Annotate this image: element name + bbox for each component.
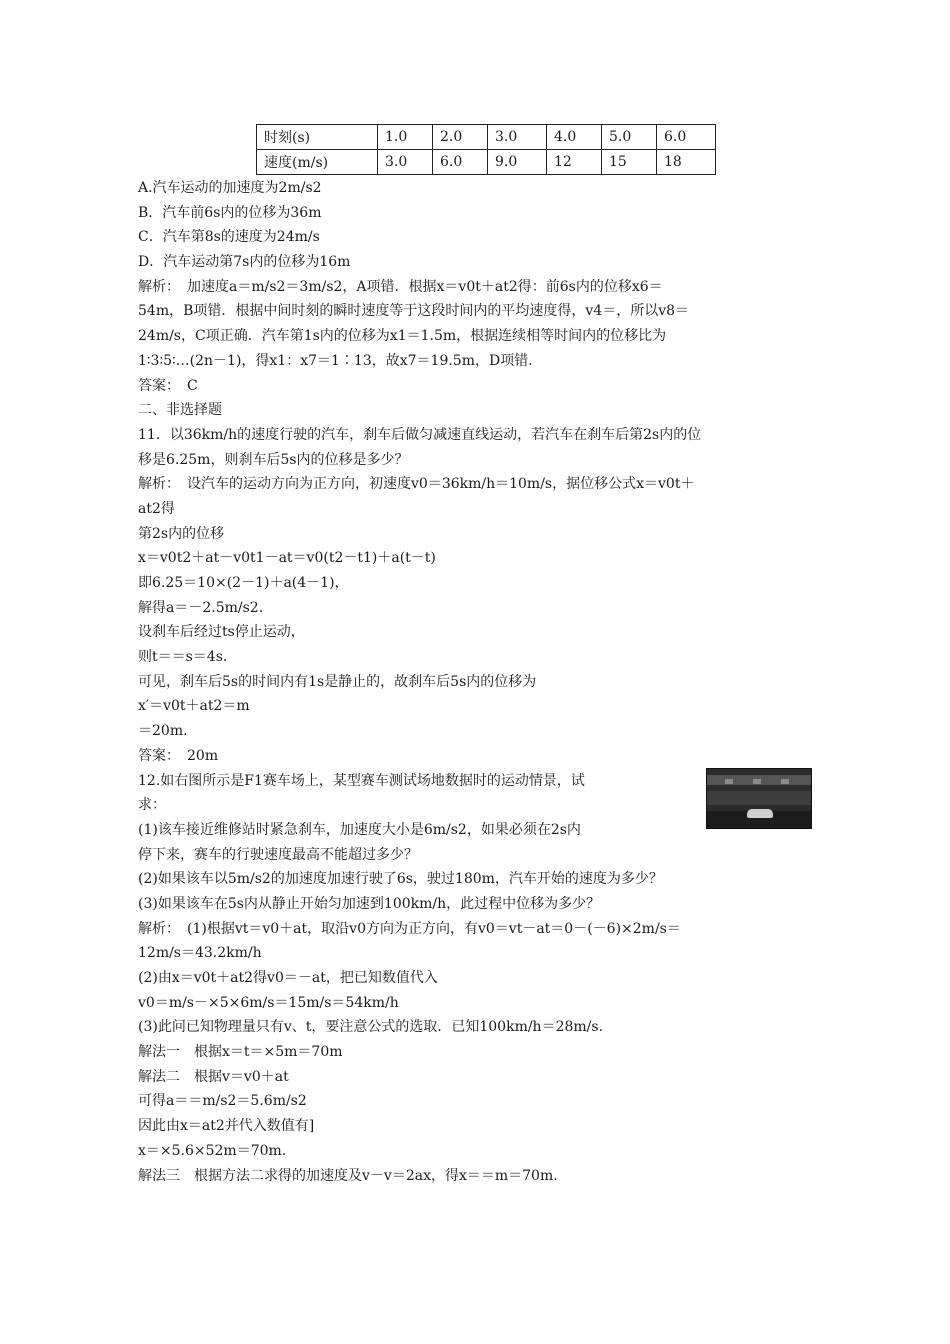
text-line: v0＝m/s－×5×6m/s＝15m/s＝54km/h — [138, 994, 399, 1011]
table-cell: 3.0 — [488, 125, 547, 150]
photo-wall — [707, 791, 811, 805]
f1-race-car-photo — [706, 768, 812, 829]
race-car-icon — [747, 809, 773, 818]
text-line: (2)由x＝v0t＋at2得v0＝－at，把已知数值代入 — [138, 970, 438, 986]
text-line: 可见，刹车后5s的时间内有1s是静止的，故刹车后5s内的位移为 — [138, 673, 537, 690]
option-c: C．汽车第8s的速度为24m/s — [138, 229, 320, 246]
table-cell: 速度(m/s) — [257, 150, 378, 175]
text-line: 停下来，赛车的行驶速度最高不能超过多少？ — [138, 846, 418, 863]
table-cell: 3.0 — [378, 150, 433, 175]
text-line: 设刹车后经过ts停止运动， — [138, 624, 305, 641]
text-line: x＝v0t2＋at－v0t1－at＝v0(t2－t1)＋a(t－t) — [138, 550, 436, 567]
table-cell: 12 — [547, 150, 602, 175]
question-12: 12.如右图所示是F1赛车场上，某型赛车测试场地数据时的运动情景，试 — [138, 772, 585, 789]
text-line: 12m/s＝43.2km/h — [138, 945, 262, 962]
text-line: (1)该车接近维修站时紧急刹车，加速度大小是6m/s2，如果必须在2s内 — [138, 821, 581, 838]
text-line: 解析： 加速度a＝m/s2＝3m/s2，A项错．根据x＝v0t＋at2得：前6s内的位移x6＝ — [138, 278, 663, 295]
photo-detail — [753, 779, 761, 784]
table-row — [257, 125, 716, 150]
table-cell: 6.0 — [657, 125, 716, 150]
text-line: 解法一 根据x＝t＝×5m＝70m — [138, 1044, 343, 1061]
text-line: ＝20m. — [138, 723, 188, 740]
table-cell: 1.0 — [378, 125, 433, 150]
table-cell: 5.0 — [602, 125, 657, 150]
table-cell: 2.0 — [433, 125, 488, 150]
text-line: 解析： (1)根据vt＝v0＋at，取沿v0方向为正方向，有v0＝vt－at＝0－(－6)×2m/s＝ — [138, 920, 681, 937]
option-a: A.汽车运动的加速度为2m/s2 — [138, 180, 322, 196]
answer-line: 答案： 20m — [138, 747, 219, 764]
table-cell: 6.0 — [433, 150, 488, 175]
text-line: 解法三 根据方法二求得的加速度及v－v＝2ax，得x＝＝m＝70m. — [138, 1167, 558, 1184]
text-line: 则t＝＝s＝4s. — [138, 649, 228, 666]
text-line: (3)如果该车在5s内从静止开始匀加速到100km/h，此过程中位移为多少？ — [138, 895, 601, 912]
table-cell: 18 — [657, 150, 716, 175]
text-line: 可得a＝＝m/s2＝5.6m/s2 — [138, 1093, 307, 1110]
text-line: 即6.25＝10×(2－1)＋a(4－1)， — [138, 575, 349, 591]
text-line: 解析： 设汽车的运动方向为正方向，初速度v0＝36km/h＝10m/s，据位移公式x＝v0t＋ — [138, 476, 695, 493]
text-line: 第2s内的位移 — [138, 525, 225, 542]
text-line: at2得 — [138, 500, 175, 517]
document-body — [138, 176, 818, 1188]
text-line: 1∶3∶5∶…(2n－1)，得x1：x7＝1∶13，故x7＝19.5m，D项错． — [138, 352, 543, 369]
text-line: x′＝v0t＋at2＝m — [138, 698, 250, 715]
text-line: (2)如果该车以5m/s2的加速度加速行驶了6s，驶过180m，汽车开始的速度为多少？ — [138, 871, 663, 888]
text-line: 因此由x＝at2并代入数值有] — [138, 1118, 315, 1135]
answer-line: 答案： C — [138, 377, 198, 394]
table-cell: 9.0 — [488, 150, 547, 175]
text-line: 24m/s，C项正确．汽车第1s内的位移为x1＝1.5m，根据连续相等时间内的位移比为 — [138, 328, 667, 345]
question-11: 11．以36km/h的速度行驶的汽车，刹车后做匀减速直线运动，若汽车在刹车后第2s内的位 — [138, 426, 702, 443]
text-line: x＝×5.6×52m＝70m. — [138, 1142, 287, 1159]
table-cell: 时刻(s) — [257, 125, 378, 150]
table-cell: 15 — [602, 150, 657, 175]
option-d: D．汽车运动第7s内的位移为16m — [138, 254, 351, 271]
time-velocity-table — [256, 124, 716, 175]
photo-detail — [781, 779, 789, 784]
option-b: B．汽车前6s内的位移为36m — [138, 204, 322, 221]
photo-detail — [725, 779, 733, 784]
text-line: 54m，B项错．根据中间时刻的瞬时速度等于这段时间内的平均速度得，v4＝，所以v8＝ — [138, 303, 690, 320]
text-line: 移是6.25m，则刹车后5s内的位移是多少？ — [138, 451, 409, 468]
text-line: 求： — [138, 797, 166, 814]
table-row — [257, 150, 716, 175]
text-line: (3)此问已知物理量只有v、t，要注意公式的选取．已知100km/h＝28m/s. — [138, 1019, 604, 1036]
section-heading: 二、非选择题 — [138, 402, 222, 419]
table-cell: 4.0 — [547, 125, 602, 150]
text-line: 解法二 根据v＝v0＋at — [138, 1068, 289, 1085]
text-line: 解得a＝－2.5m/s2. — [138, 599, 264, 616]
